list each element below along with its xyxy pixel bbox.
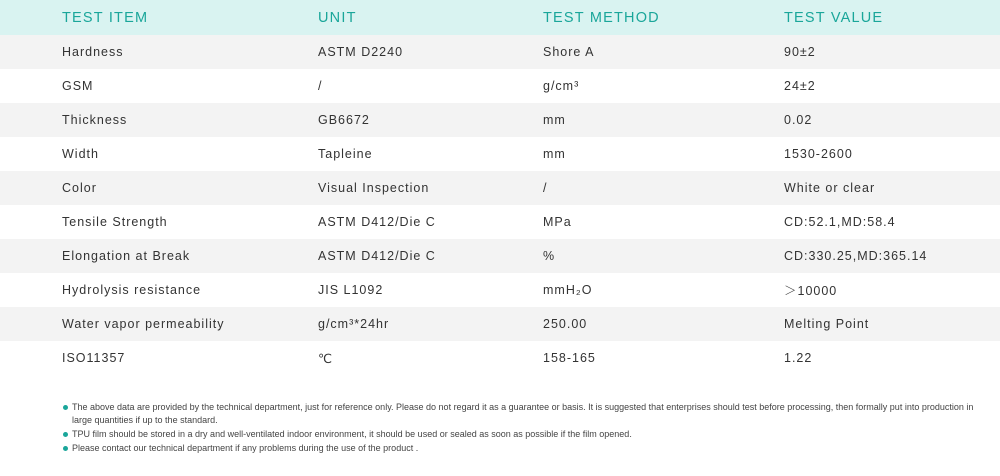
bullet-icon (63, 446, 68, 451)
note-item (63, 442, 993, 455)
test-value-cell: 0.02 (784, 113, 813, 127)
unit-cell: Visual Inspection (318, 181, 430, 195)
note-item (63, 428, 993, 441)
test-item-cell: Hydrolysis resistance (62, 283, 202, 297)
header-unit: UNIT (318, 9, 357, 26)
bullet-icon (63, 432, 68, 437)
note-text: TPU film should be stored in a dry and well-ventilated indoor environment, it should be used or sealed as soon as possible if the film opened. (72, 429, 632, 439)
note-item (63, 401, 993, 427)
header-test-value: TEST VALUE (784, 9, 884, 26)
header-test-method: TEST METHOD (543, 9, 660, 26)
unit-cell: ASTM D2240 (318, 45, 404, 59)
test-value-cell: 90±2 (784, 45, 816, 59)
table-row (0, 137, 1000, 171)
test-value-cell: CD:330.25,MD:365.14 (784, 249, 928, 263)
table-row (0, 103, 1000, 137)
test-item-cell: GSM (62, 79, 94, 93)
test-item-cell: Tensile Strength (62, 215, 168, 229)
table-row (0, 239, 1000, 273)
test-value-cell: Melting Point (784, 317, 870, 331)
note-text: Please contact our technical department if any problems during the use of the product . (72, 443, 419, 453)
unit-cell: / (318, 79, 323, 93)
test-item-cell: Width (62, 147, 99, 161)
table-row (0, 273, 1000, 307)
unit-cell: GB6672 (318, 113, 370, 127)
bullet-icon (63, 405, 68, 410)
test-value-cell: White or clear (784, 181, 876, 195)
unit-cell: JIS L1092 (318, 283, 384, 297)
test-method-cell: / (543, 181, 548, 195)
test-item-cell: Color (62, 181, 97, 195)
notes-list (63, 401, 993, 456)
test-item-cell: Water vapor permeability (62, 317, 225, 331)
unit-cell: ASTM D412/Die C (318, 249, 436, 263)
unit-cell: g/cm³*24hr (318, 317, 390, 331)
test-method-cell: mm (543, 113, 566, 127)
test-method-cell: 158-165 (543, 351, 596, 365)
table-row (0, 307, 1000, 341)
table-row (0, 341, 1000, 375)
table-row (0, 35, 1000, 69)
unit-cell: Tapleine (318, 147, 373, 161)
header-test-item: TEST ITEM (62, 9, 149, 26)
unit-cell: ASTM D412/Die C (318, 215, 436, 229)
test-method-cell: 250.00 (543, 317, 588, 331)
table-row (0, 205, 1000, 239)
test-item-cell: Thickness (62, 113, 128, 127)
test-method-cell: g/cm³ (543, 79, 580, 93)
test-value-cell: 1530-2600 (784, 147, 853, 161)
test-method-cell: mm (543, 147, 566, 161)
unit-cell: ℃ (318, 351, 334, 366)
test-value-cell: 24±2 (784, 79, 816, 93)
table-row (0, 171, 1000, 205)
test-method-cell: % (543, 249, 556, 263)
test-value-cell: CD:52.1,MD:58.4 (784, 215, 896, 229)
test-item-cell: Elongation at Break (62, 249, 191, 263)
note-text: The above data are provided by the technical department, just for reference only. Please do not regard it as a guarantee or basis. It is suggested that enterprises should test before processing, then formally put into production in large quantities if up to the standard. (72, 402, 974, 425)
table-row (0, 69, 1000, 103)
test-item-cell: Hardness (62, 45, 124, 59)
test-method-cell: Shore A (543, 45, 595, 59)
test-method-cell: MPa (543, 215, 572, 229)
table-header (0, 0, 1000, 35)
test-method-cell: mmH₂O (543, 283, 593, 297)
test-value-cell: ＞10000 (784, 284, 838, 298)
test-item-cell: ISO11357 (62, 351, 126, 365)
table-body (0, 35, 1000, 375)
test-value-cell: 1.22 (784, 351, 813, 365)
